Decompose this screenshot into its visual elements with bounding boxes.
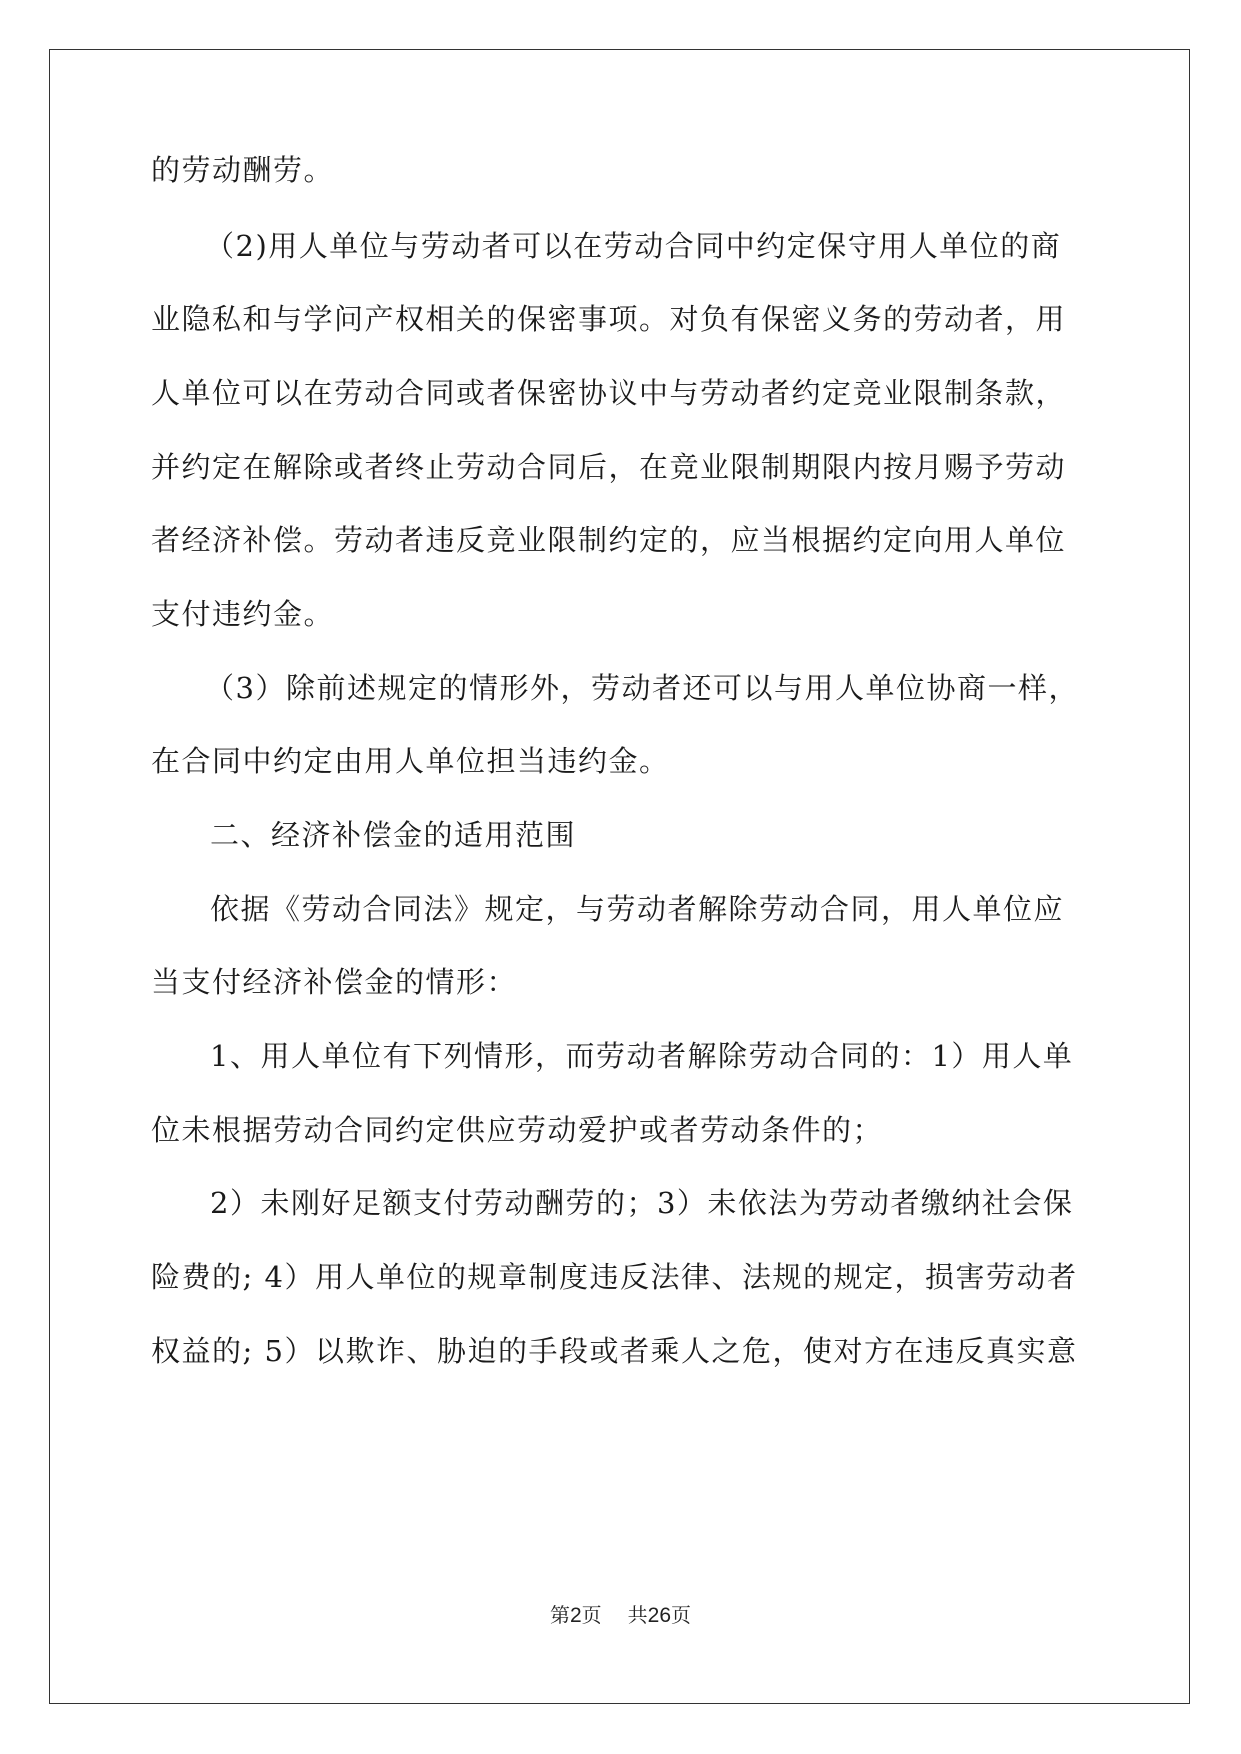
page-prefix: 第 xyxy=(549,1603,570,1627)
page-suffix: 页 xyxy=(581,1603,602,1627)
text-line-5: 并约定在解除或者终止劳动合同后，在竞业限制期限内按月赐予劳动 xyxy=(151,450,1067,484)
text-line-9: 在合同中约定由用人单位担当违约金。 xyxy=(151,744,670,778)
text-line-13: 1、用人单位有下列情形，而劳动者解除劳动合同的：1）用人单 xyxy=(210,1039,1074,1073)
total-pages: 26 xyxy=(647,1604,672,1627)
page-footer xyxy=(0,1600,1241,1631)
text-line-12: 当支付经济补偿金的情形： xyxy=(151,965,518,999)
section-heading: 二、经济补偿金的适用范围 xyxy=(210,818,577,852)
total-suffix: 页 xyxy=(671,1603,692,1627)
text-line-4: 人单位可以在劳动合同或者保密协议中与劳动者约定竞业限制条款， xyxy=(151,376,1067,410)
text-line-16: 险费的; 4）用人单位的规章制度违反法律、法规的规定，损害劳动者 xyxy=(151,1260,1078,1294)
text-line-17: 权益的; 5）以欺诈、胁迫的手段或者乘人之危，使对方在违反真实意 xyxy=(151,1334,1078,1368)
text-line-15: 2）未刚好足额支付劳动酬劳的；3）未依法为劳动者缴纳社会保 xyxy=(210,1186,1074,1220)
text-line-2: （2)用人单位与劳动者可以在劳动合同中约定保守用人单位的商 xyxy=(205,229,1062,263)
page-number: 2 xyxy=(569,1604,582,1627)
text-line-7: 支付违约金。 xyxy=(151,597,335,631)
text-line-1: 的劳动酬劳。 xyxy=(151,153,335,187)
text-line-14: 位未根据劳动合同约定供应劳动爱护或者劳动条件的； xyxy=(151,1113,884,1147)
text-line-3: 业隐私和与学问产权相关的保密事项。对负有保密义务的劳动者，用 xyxy=(151,302,1067,336)
text-line-6: 者经济补偿。劳动者违反竞业限制约定的，应当根据约定向用人单位 xyxy=(151,523,1067,557)
text-line-8: （3）除前述规定的情形外，劳动者还可以与用人单位协商一样， xyxy=(205,671,1079,705)
total-prefix: 共 xyxy=(627,1603,648,1627)
text-line-11: 依据《劳动合同法》规定，与劳动者解除劳动合同，用人单位应 xyxy=(210,892,1065,926)
